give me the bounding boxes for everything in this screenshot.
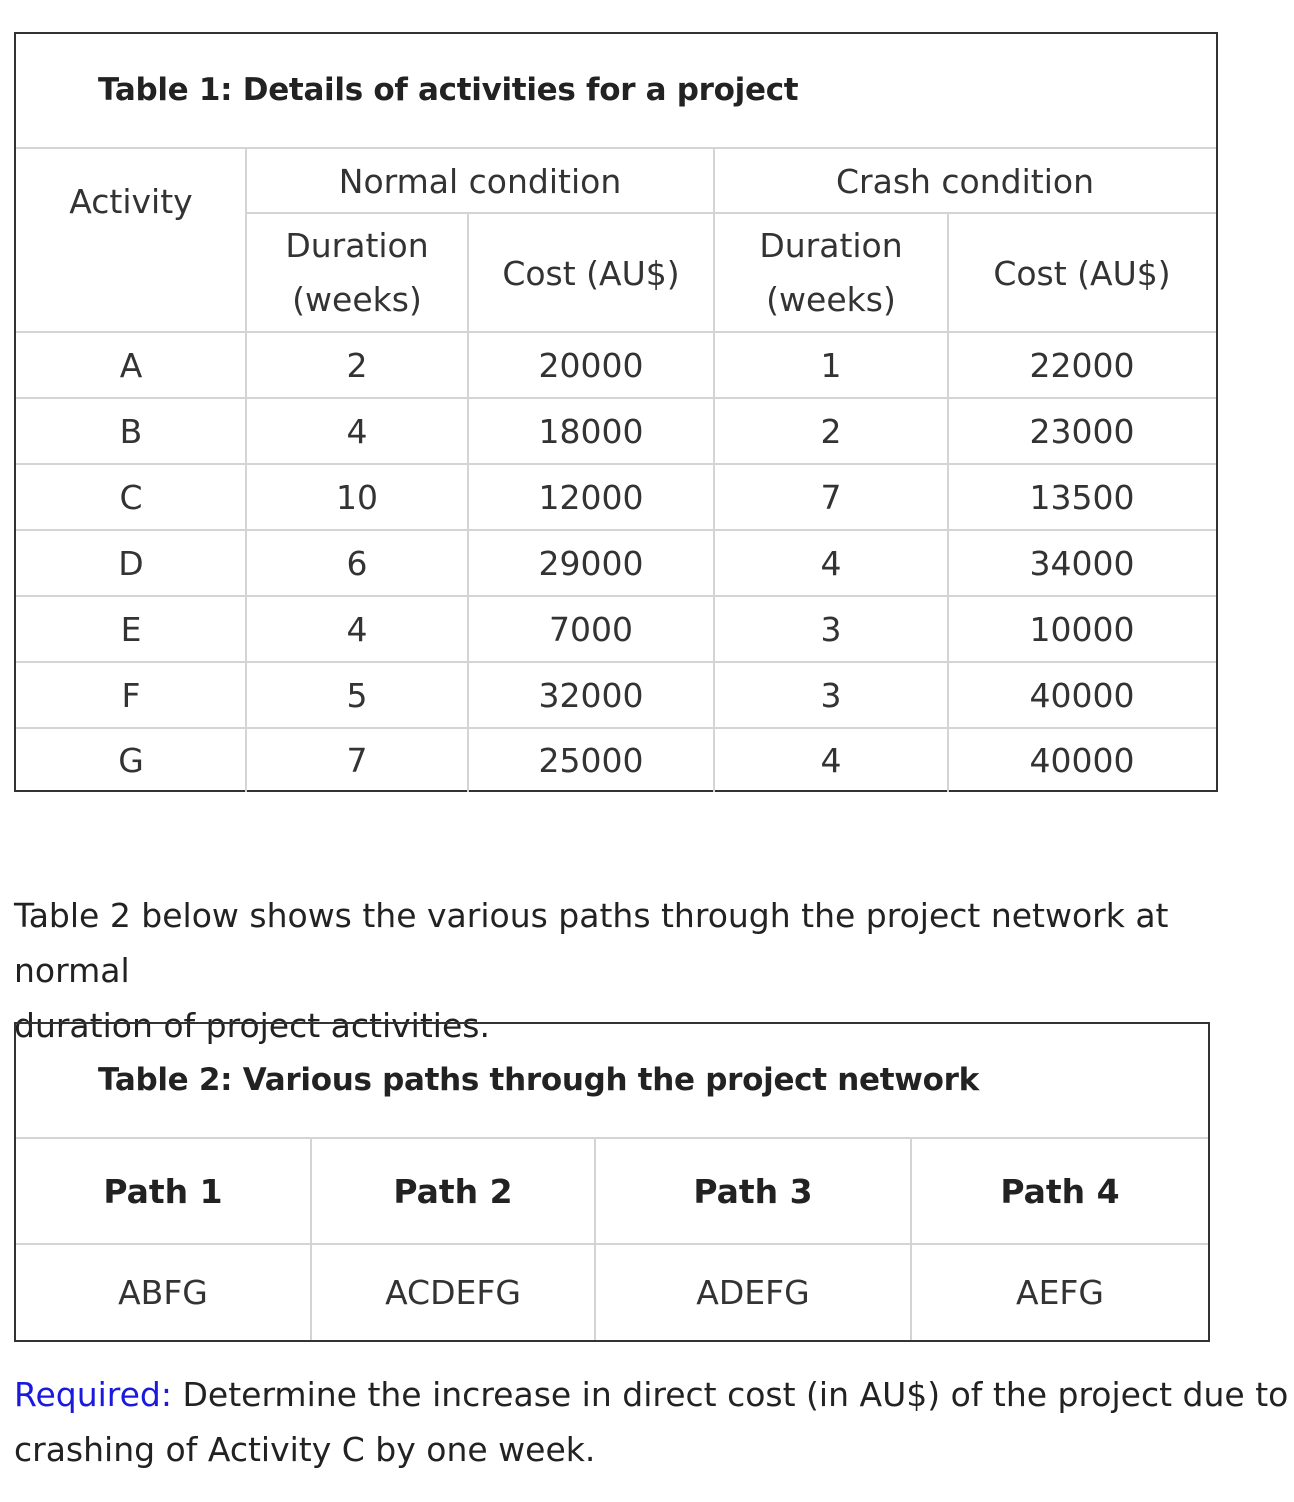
intro-line-1: Table 2 below shows the various paths through the project network at normal: [14, 896, 1169, 990]
cell-crash-cost: 23000: [1029, 411, 1135, 451]
cell-normal-duration: 2: [346, 345, 368, 385]
required-text: Determine the increase in direct cost (in AU$) of the project due to: [172, 1375, 1289, 1414]
header-normal-cost: Cost (AU$): [502, 253, 680, 293]
cell-normal-duration: 4: [346, 411, 368, 451]
cell-normal-duration: 10: [336, 477, 378, 517]
cell-normal-cost: 7000: [549, 609, 633, 649]
header-crash-condition: Crash condition: [835, 161, 1094, 201]
cell-activity: D: [118, 543, 144, 583]
cell-activity: A: [119, 345, 143, 385]
cell-activity: F: [121, 675, 141, 715]
cell-normal-duration: 7: [346, 741, 368, 780]
cell-crash-cost: 40000: [1029, 741, 1135, 780]
cell-normal-cost: 20000: [538, 345, 644, 385]
required-line-2: crashing of Activity C by one week.: [14, 1430, 596, 1469]
intro-line-2: duration of project activities.: [14, 1006, 490, 1045]
cell-normal-cost: 12000: [538, 477, 644, 517]
cell-path-1: ABFG: [118, 1273, 208, 1312]
cell-activity: C: [119, 477, 143, 517]
cell-normal-cost: 29000: [538, 543, 644, 583]
cell-crash-duration: 2: [820, 411, 842, 451]
cell-crash-cost: 10000: [1029, 609, 1135, 649]
table-2: [14, 1022, 1210, 1342]
header-normal-duration: [246, 215, 468, 331]
cell-activity: G: [118, 741, 144, 780]
cell-crash-cost: 22000: [1029, 345, 1135, 385]
required-paragraph: [14, 1367, 1289, 1477]
cell-normal-cost: 18000: [538, 411, 644, 451]
cell-normal-duration: 5: [346, 675, 368, 715]
cell-activity: E: [120, 609, 142, 649]
header-duration-line1: Duration: [759, 226, 903, 265]
header-activity: Activity: [69, 182, 193, 221]
cell-path-3: ADEFG: [696, 1273, 810, 1312]
table-2-caption: Table 2: Various paths through the project network: [98, 1062, 979, 1098]
cell-crash-duration: 4: [820, 741, 842, 780]
cell-normal-duration: 4: [346, 609, 368, 649]
table-1-caption: Table 1: Details of activities for a project: [98, 72, 799, 108]
header-duration-line2: (weeks): [292, 280, 422, 319]
cell-crash-duration: 3: [820, 675, 842, 715]
required-line-1: [14, 1367, 1289, 1422]
header-crash-duration: [714, 215, 948, 331]
header-path-3: Path 3: [693, 1171, 813, 1211]
cell-normal-cost: 25000: [538, 741, 644, 780]
cell-crash-cost: 34000: [1029, 543, 1135, 583]
required-label: Required:: [14, 1375, 172, 1414]
cell-crash-duration: 4: [820, 543, 842, 583]
header-path-1: Path 1: [103, 1171, 223, 1211]
cell-normal-cost: 32000: [538, 675, 644, 715]
cell-path-2: ACDEFG: [385, 1273, 521, 1312]
cell-path-4: AEFG: [1016, 1273, 1104, 1312]
cell-activity: B: [119, 411, 143, 451]
cell-crash-duration: 7: [820, 477, 842, 517]
table-1: [14, 32, 1218, 792]
cell-crash-cost: 13500: [1029, 477, 1135, 517]
cell-crash-duration: 1: [820, 345, 842, 385]
cell-normal-duration: 6: [346, 543, 368, 583]
header-path-4: Path 4: [1000, 1171, 1120, 1211]
header-normal-condition: Normal condition: [338, 161, 622, 201]
header-duration-line1: Duration: [285, 226, 429, 265]
cell-crash-cost: 40000: [1029, 675, 1135, 715]
header-duration-line2: (weeks): [766, 280, 896, 319]
cell-crash-duration: 3: [820, 609, 842, 649]
header-path-2: Path 2: [393, 1171, 513, 1211]
header-crash-cost: Cost (AU$): [993, 253, 1171, 293]
